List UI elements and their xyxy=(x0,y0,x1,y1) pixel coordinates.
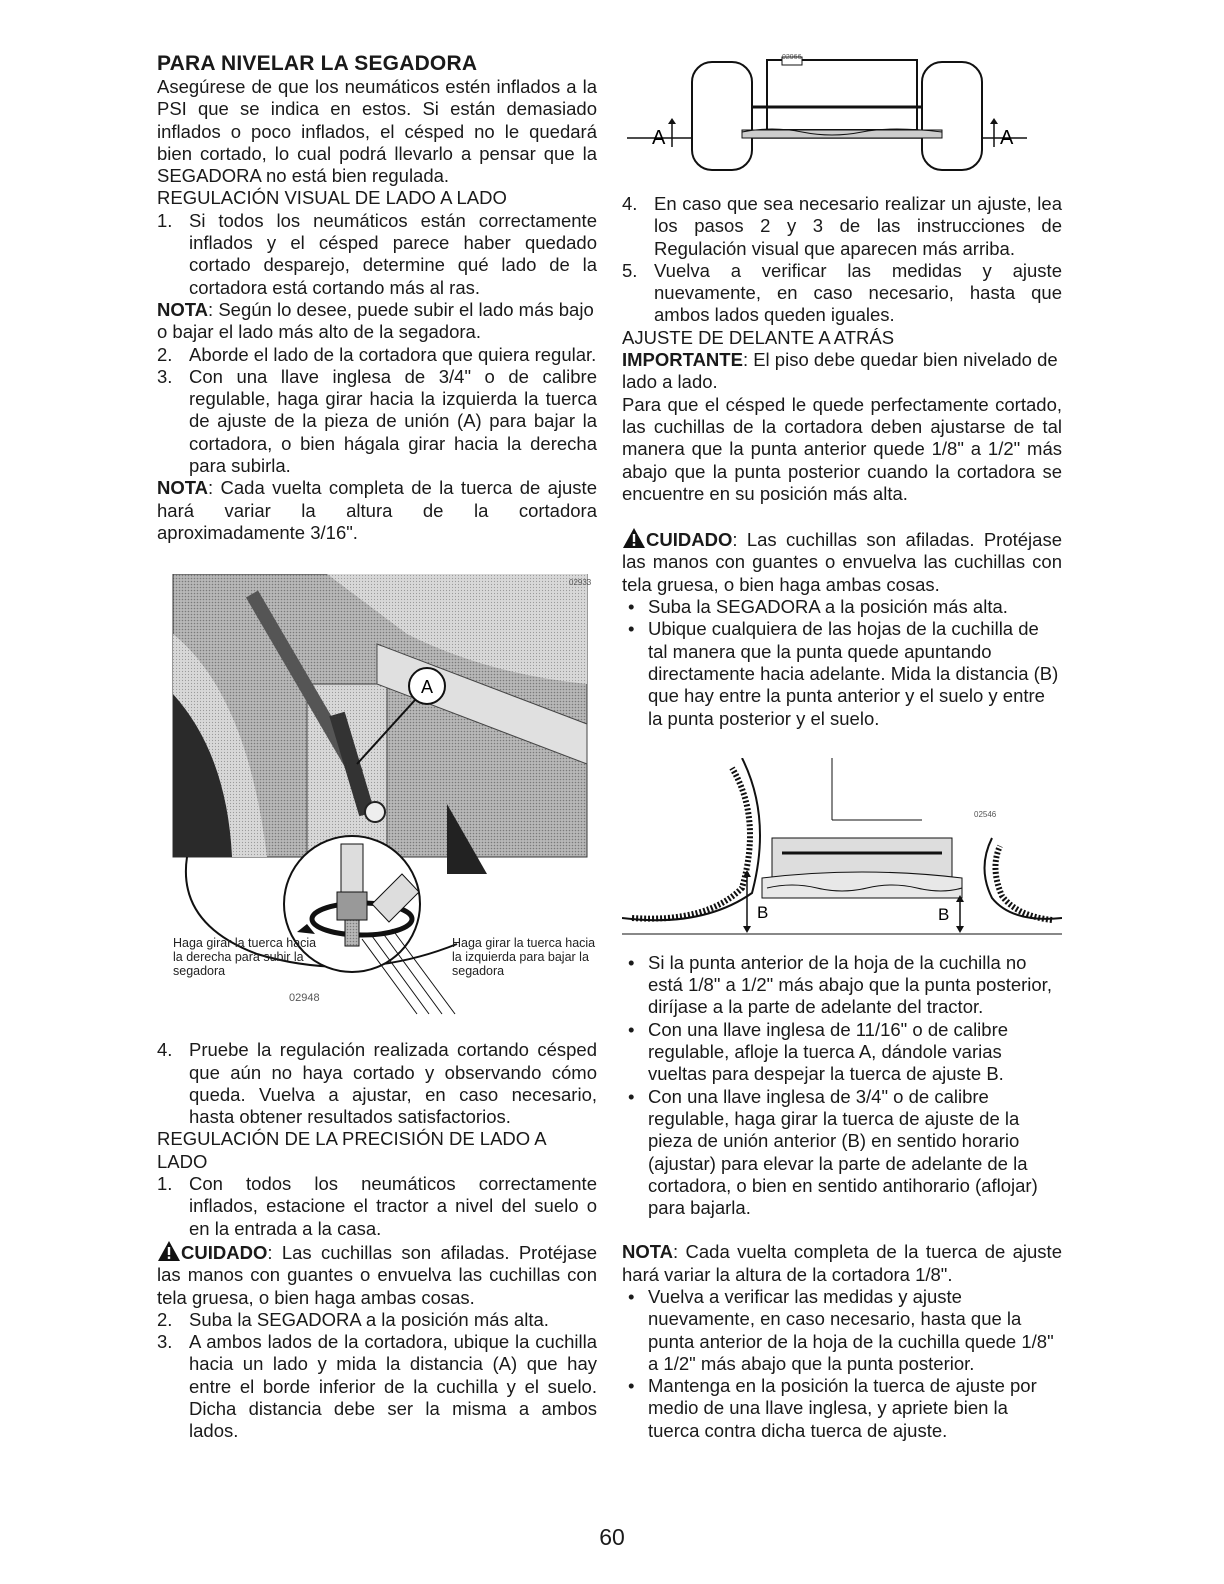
list-item: • Mantenga en la posición la tuerca de ajuste por medio de una llave inglesa, y apriete bien la tuerca contra dicha tuerca de ajuste. xyxy=(628,1375,1037,1441)
label-a-right: A xyxy=(1000,127,1014,149)
warning-triangle-icon xyxy=(622,527,646,549)
page-number: 60 xyxy=(599,1524,625,1550)
bullets-list-1 xyxy=(622,596,1062,730)
steps-list-2 xyxy=(157,344,597,478)
adjustment-nut-figure xyxy=(157,574,597,1019)
tractor-front-view-illustration xyxy=(622,52,1062,187)
warning-triangle-icon xyxy=(157,1240,181,1262)
list-item: • Si la punta anterior de la hoja de la cuchilla no está 1/8" a 1/2" más abajo que la punta posterior, diríjase a la parte de adelante del tractor. xyxy=(628,951,1052,1018)
label-b-right: B xyxy=(938,904,950,924)
list-item: 3. Con una llave inglesa de 3/4" o de calibre regulable, haga girar hacia la izquierda la tuerca de ajuste de la pieza de unión (A) para bajar la cortadora, o bien hágala girar hacia la derecha para subirla. xyxy=(157,365,597,477)
right-column xyxy=(622,52,1062,1442)
intro-paragraph: Asegúrese de que los neumáticos estén inflados a la PSI que se indica en estos. Si están demasiado inflados o poco inflados, el césped no le quedará bien cortado, lo cual podrá llevarlo a pensar que la SEGADORA no está bien regulada. xyxy=(157,76,597,187)
list-item: 3. A ambos lados de la cortadora, ubique la cuchilla hacia un lado y mida la distancia (A) que hay entre el borde inferior de la cuchilla y el suelo. Dicha distancia debe ser la misma a ambos lados. xyxy=(157,1331,597,1442)
blade-measurement-illustration xyxy=(622,758,1062,938)
list-item: • Ubique cualquiera de las hojas de la cuchilla de tal manera que la punta quede apuntando directamente hacia adelante. Mida la distancia (B) que hay entre la punta anterior y el suelo y entre la punta posterior y el suelo. xyxy=(628,618,1059,729)
side-to-side-figure xyxy=(622,52,1062,187)
caution-right: CUIDADO: Las cuchillas son afiladas. Protéjase las manos con guantes o envuelva las cuchillas con tela gruesa, o bien haga ambas cosas. xyxy=(622,529,1062,595)
bullets-list-3 xyxy=(622,1286,1062,1442)
subheading-precision: REGULACIÓN DE LA PRECISIÓN DE LADO A LADO xyxy=(157,1128,546,1172)
figure-code-front: 02966 xyxy=(782,54,802,61)
callout-a-label: A xyxy=(420,677,434,698)
label-a-left: A xyxy=(652,127,666,149)
note-1: NOTA: Según lo desee, puede subir el lado más bajo o bajar el lado más alto de la segadora. xyxy=(157,298,594,343)
figure-code-bottom: 02948 xyxy=(289,992,320,1005)
figure-code-blade: 02546 xyxy=(974,809,997,819)
list-item: 2. Aborde el lado de la cortadora que quiera regular. xyxy=(157,343,597,365)
list-item: 4. En caso que sea necesario realizar un ajuste, lea los pasos 2 y 3 de las instrucciones de Regulación visual que aparecen más arriba. xyxy=(622,193,1062,259)
list-item: 5. Vuelva a verificar las medidas y ajuste nuevamente, en caso necesario, hasta que ambos lados queden iguales. xyxy=(622,259,1062,326)
subheading-visual: REGULACIÓN VISUAL DE LADO A LADO xyxy=(157,187,507,209)
caption-counterclockwise: Haga girar la tuerca hacia la izquierda para bajar la segadora xyxy=(452,936,596,979)
front-to-back-figure xyxy=(622,758,1062,938)
figure-code-top: 02933 xyxy=(569,578,592,588)
bullets-list-2 xyxy=(622,952,1062,1220)
steps-list-5 xyxy=(157,1309,597,1443)
steps-list-right xyxy=(622,193,1062,327)
note-right: NOTA: Cada vuelta completa de la tuerca de ajuste hará variar la altura de la cortadora 1/8". xyxy=(622,1241,1062,1285)
caption-clockwise: Haga girar la tuerca hacia la derecha para subir la segadora xyxy=(173,936,317,979)
note-2: NOTA: Cada vuelta completa de la tuerca de ajuste hará variar la altura de la cortadora aproximadamente 3/16". xyxy=(157,477,597,543)
list-item: • Suba la SEGADORA a la posición más alta. xyxy=(628,596,1008,618)
front-to-back-paragraph: Para que el césped le quede perfectamente cortado, las cuchillas de la cortadora deben ajustarse de tal manera que la punta anterior quede 1/8" a 1/2" más abajo que la punta posterior cuando la cortadora se encuentre en su posición más alta. xyxy=(622,393,1062,504)
steps-list-4 xyxy=(157,1173,597,1240)
left-column xyxy=(157,52,597,1443)
list-item: 4. Pruebe la regulación realizada cortando césped que aún no haya cortado y observando cómo queda. Vuelva a ajustar, en caso necesario, hasta obtener resultados satisfactorios. xyxy=(157,1039,597,1128)
list-item: • Con una llave inglesa de 3/4" o de calibre regulable, haga girar la tuerca de ajuste de la pieza de unión anterior (B) en sentido horario (ajustar) para elevar la parte de adelante de la cortadora, o bien en sentido antihorario (aflojar) para bajarla. xyxy=(628,1085,1038,1219)
list-item: 1. Si todos los neumáticos están correctamente inflados y el césped parece haber quedado cortado desparejo, determine qué lado de la cortadora está cortando más al ras. xyxy=(157,209,597,298)
list-item: 2. Suba la SEGADORA a la posición más alta. xyxy=(157,1308,549,1330)
important-note: IMPORTANTE: El piso debe quedar bien nivelado de lado a lado. xyxy=(622,349,1058,393)
section-title: PARA NIVELAR LA SEGADORA xyxy=(157,52,478,75)
list-item: • Con una llave inglesa de 11/16" o de calibre regulable, afloje la tuerca A, dándole varias vueltas para despejar la tuerca de ajuste B. xyxy=(628,1018,1009,1085)
subheading-front-to-back: AJUSTE DE DELANTE A ATRÁS xyxy=(622,326,895,348)
list-item: 1. Con todos los neumáticos correctamente inflados, estacione el tractor a nivel del suelo o en la entrada a la casa. xyxy=(157,1173,597,1239)
list-item: • Vuelva a verificar las medidas y ajuste nuevamente, en caso necesario, hasta que la punta anterior de la hoja de la cuchilla quede 1/8" a 1/2" más abajo que la punta posterior. xyxy=(628,1285,1054,1374)
label-b-left: B xyxy=(757,902,769,922)
steps-list-1 xyxy=(157,210,597,299)
caution-left: CUIDADO: Las cuchillas son afiladas. Protéjase las manos con guantes o envuelva las cuchillas con tela gruesa, o bien haga ambas cosas. xyxy=(157,1241,597,1308)
steps-list-3 xyxy=(157,1039,597,1128)
